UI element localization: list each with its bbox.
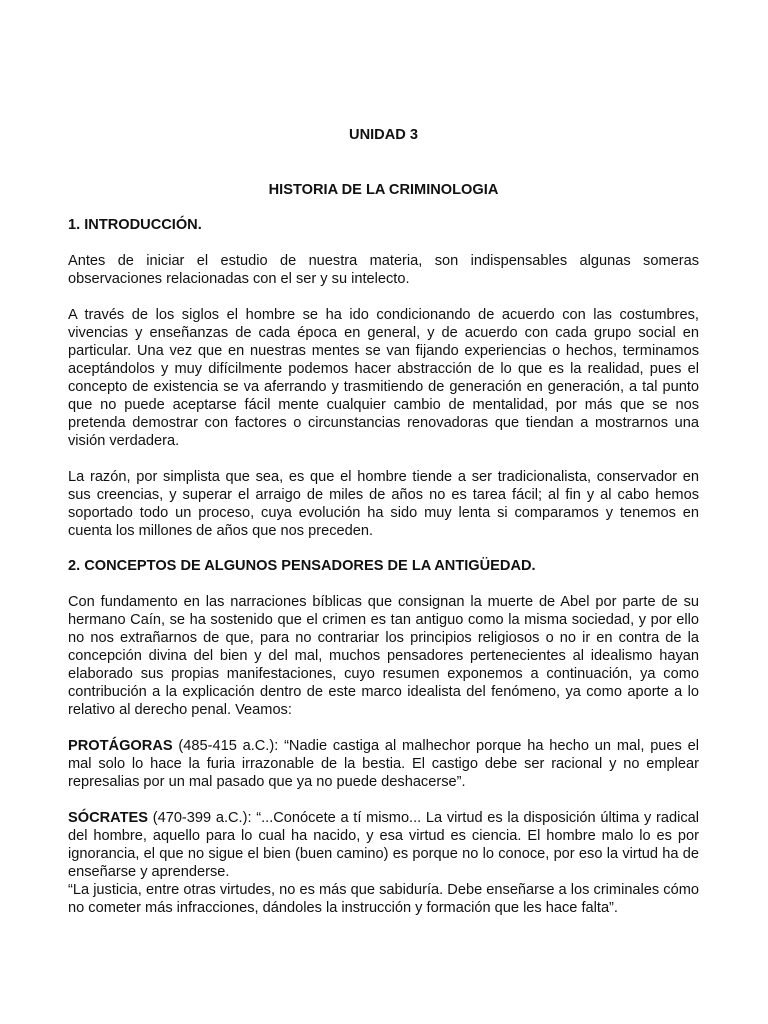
document-body bbox=[68, 118, 699, 917]
thinker-quote: (485-415 a.C.): “Nadie castiga al malhechor porque ha hecho un mal, pues el mal solo lo hace la furia irrazonable de la bestia. El castigo debe ser racional y no emplear represalias por un mal pasado que ya no puede deshacerse”. bbox=[68, 738, 699, 790]
thinker-quote: (470-399 a.C.): “...Conócete a tí mismo... La virtud es la disposición última y radical del hombre, aquello para lo cual ha nacido, y esa virtud es ciencia. El hombre malo lo es por ignorancia, el que no sigue el bien (buen camino) es porque no lo conoce, por eso la virtud ha de enseñarse y aprenderse. bbox=[68, 810, 699, 880]
thinker-quote-continuation: “La justicia, entre otras virtudes, no es más que sabiduría. Debe enseñarse a los criminales cómo no cometer más infracciones, dándoles la instrucción y formación que les hace falta”. bbox=[68, 882, 699, 916]
section-1-heading: 1. INTRODUCCIÓN. bbox=[68, 217, 202, 233]
paragraph: Con fundamento en las narraciones bíblicas que consignan la muerte de Abel por parte de su hermano Caín, se ha sostenido que el crimen es tan antiguo como la misma sociedad, y por ello no nos extrañarnos de que, para no contrariar los principios religiosos o no ir en contra de la concepción divina del bien y del mal, muchos pensadores pertenecientes al idealismo hayan elaborado sus propias manifestaciones, cuyo resumen exponemos a continuación, ya como contribución a la explicación dentro de este marco idealista del fenómeno, ya como aporte a lo relativo al derecho penal. Veamos: bbox=[68, 594, 699, 718]
paragraph: La razón, por simplista que sea, es que el hombre tiende a ser tradicionalista, conservador en sus creencias, y superar el arraigo de miles de años no es tarea fácil; al fin y al cabo hemos soportado todo un proceso, cuya evolución ha sido muy lenta si comparamos y tenemos en cuenta los millones de años que nos preceden. bbox=[68, 469, 699, 539]
thinker-name: PROTÁGORAS bbox=[68, 738, 173, 754]
thinker-protagoras bbox=[68, 737, 699, 791]
document-title: HISTORIA DE LA CRIMINOLOGIA bbox=[268, 182, 499, 198]
thinker-socrates bbox=[68, 809, 699, 881]
paragraph: Antes de iniciar el estudio de nuestra materia, son indispensables algunas someras observaciones relacionadas con el ser y su intelecto. bbox=[68, 253, 699, 287]
unit-heading: UNIDAD 3 bbox=[349, 127, 418, 143]
paragraph: A través de los siglos el hombre se ha ido condicionando de acuerdo con las costumbres, vivencias y enseñanzas de cada época en general, y de acuerdo con cada grupo social en particular. Una vez que en nuestras mentes se van fijando experiencias o hechos, terminamos aceptándolos y muy difícilmente podemos hacer abstracción de lo que es la realidad, pues el concepto de existencia se va aferrando y trasmitiendo de generación en generación, a tal punto que no puede aceptarse fácil mente cualquier cambio de mentalidad, por más que se nos pretenda demostrar con factores o circunstancias renovadoras que tiendan a mostrarnos una visión verdadera. bbox=[68, 307, 699, 449]
thinker-name: SÓCRATES bbox=[68, 810, 149, 826]
section-2-heading: 2. CONCEPTOS DE ALGUNOS PENSADORES DE LA ANTIGÜEDAD. bbox=[68, 558, 536, 574]
